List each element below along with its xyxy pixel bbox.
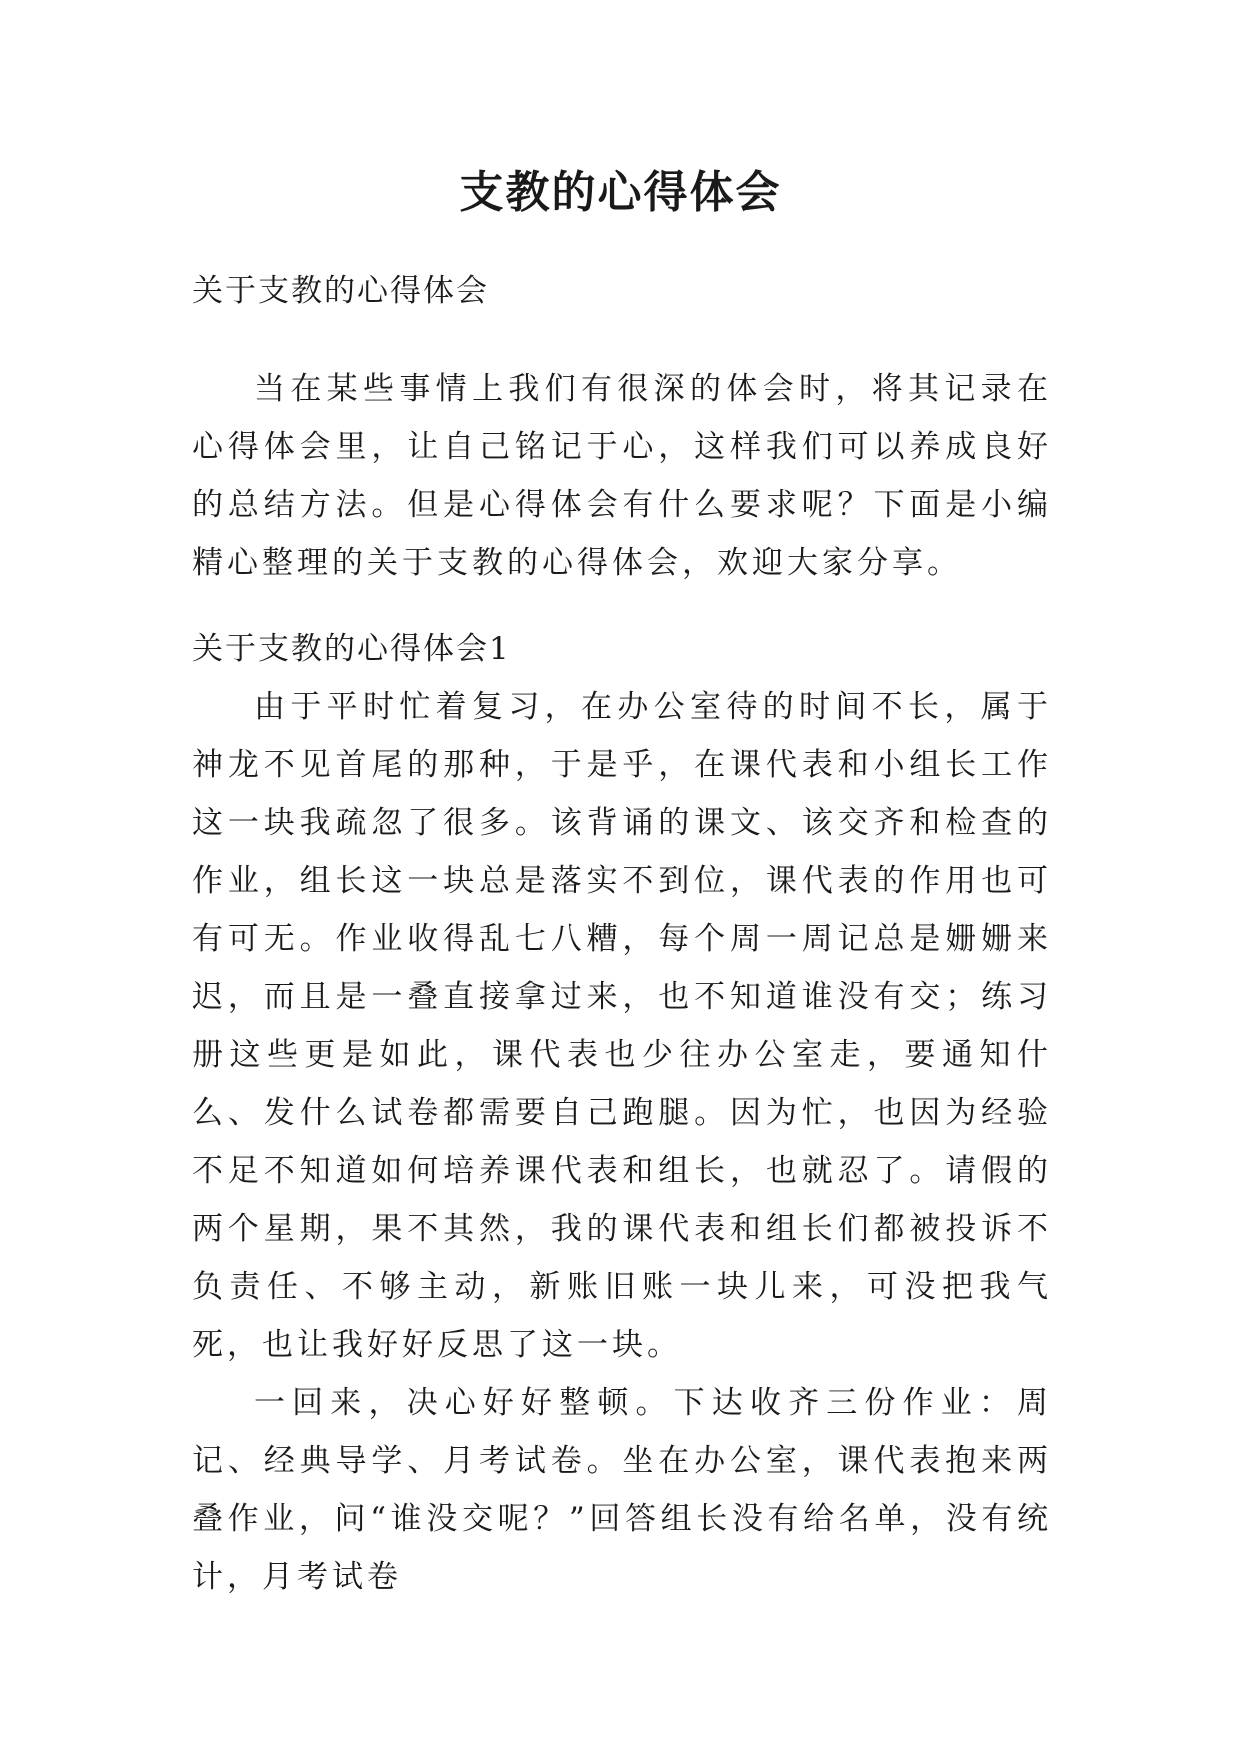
section-paragraph: 一回来，决心好好整顿。下达收齐三份作业：周记、经典导学、月考试卷。坐在办公室，课代表抱来两叠作业，问“谁没交呢？”回答组长没有给名单，没有统计，月考试卷 [192, 1385, 1052, 1595]
section-1 [192, 620, 1052, 1606]
section-heading: 关于支教的心得体会1 [192, 631, 511, 667]
intro-block [192, 360, 1052, 592]
intro-paragraph: 当在某些事情上我们有很深的体会时，将其记录在心得体会里，让自己铭记于心，这样我们可以养成良好的总结方法。但是心得体会有什么要求呢？下面是小编精心整理的关于支教的心得体会，欢迎大家分享。 [192, 371, 1052, 581]
subtitle: 关于支教的心得体会 [192, 273, 489, 309]
section-paragraph: 由于平时忙着复习，在办公室待的时间不长，属于神龙不见首尾的那种，于是乎，在课代表和小组长工作这一块我疏忽了很多。该背诵的课文、该交齐和检查的作业，组长这一块总是落实不到位，课代表的作用也可有可无。作业收得乱七八糟，每个周一周记总是姗姗来迟，而且是一叠直接拿过来，也不知道谁没有交；练习册这些更是如此，课代表也少往办公室走，要通知什么、发什么试卷都需要自己跑腿。因为忙，也因为经验不足不知道如何培养课代表和组长，也就忍了。请假的两个星期，果不其然，我的课代表和组长们都被投诉不负责任、不够主动，新账旧账一块儿来，可没把我气死，也让我好好反思了这一块。 [192, 689, 1052, 1363]
document-title: 支教的心得体会 [459, 167, 782, 218]
subtitle-block [192, 262, 1052, 320]
